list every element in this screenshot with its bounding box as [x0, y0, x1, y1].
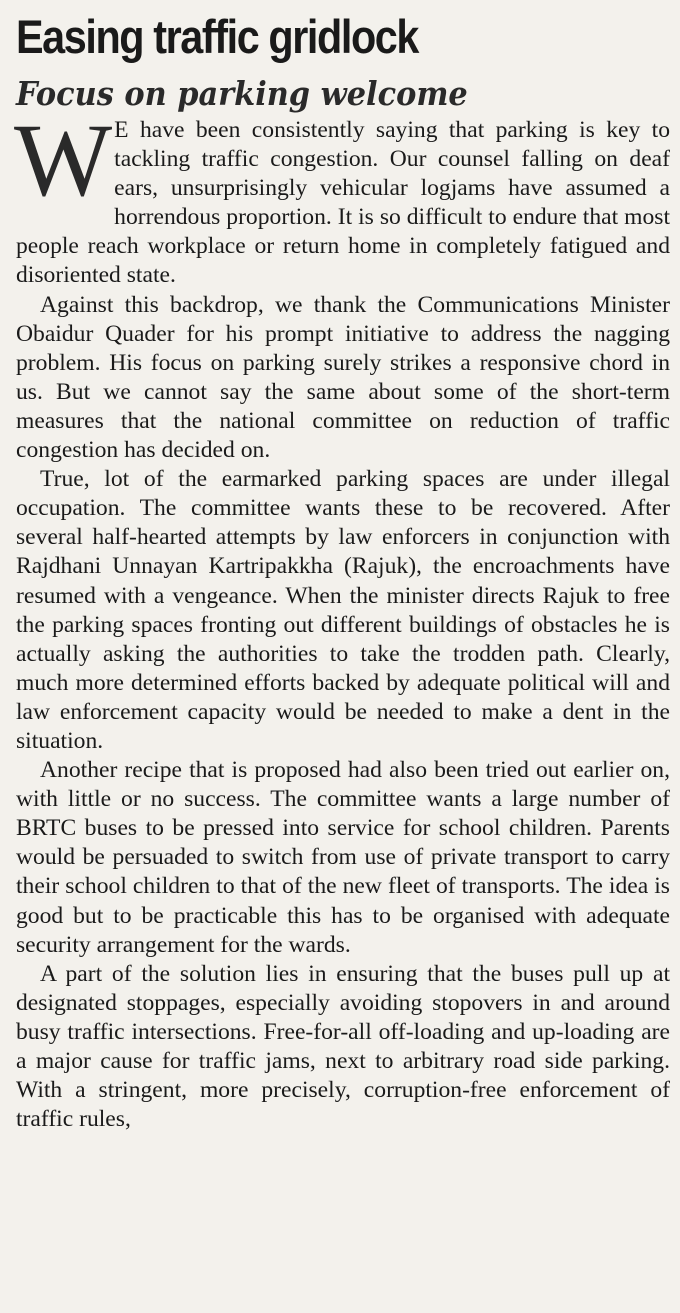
headline: Easing traffic gridlock — [16, 10, 419, 63]
subheadline: Focus on parking welcome — [16, 74, 468, 113]
paragraph-5: A part of the solution lies in ensuring that the buses pull up at designated stoppages, especially avoiding stopovers in and around busy traffic intersections. Free-for-all off-loading and up-loading are a major cause for traffic jams, next to arbitrary road side parking. With a stringent, more precisely, corruption-free enforcement of traffic rules, — [16, 960, 670, 1133]
paragraph-4: Another recipe that is proposed had also been tried out earlier on, with little or no success. The committee wants a large number of BRTC buses to be pressed into service for school children. Parents would be persuaded to switch from use of private transport to carry their school children to that of the new fleet of transports. The idea is good but to be practicable this has to be organised with adequate security arrangement for the wards. — [16, 757, 670, 958]
paragraph-1 — [14, 103, 670, 291]
paragraph-2: Against this backdrop, we thank the Communications Minister Obaidur Quader for his prompt initiative to address the nagging problem. His focus on parking surely strikes a responsive chord in us. But we cannot say the same about some of the short-term measures that the national committee on reduction of traffic congestion has decided on. — [16, 291, 670, 464]
drop-cap: W — [14, 103, 109, 218]
article-body — [14, 103, 670, 1134]
paragraph-1-text: E have been consistently saying that parking is key to tackling traffic congestion. Our counsel falling on deaf ears, unsurprisingly vehicular logjams have assumed a horrendous proportion. It is so difficult to endure that most people reach workplace or return home in completely fatigued and disoriented state. — [16, 117, 670, 289]
paragraph-3: True, lot of the earmarked parking spaces are under illegal occupation. The committee wants these to be recovered. After several half-hearted attempts by law enforcers in conjunction with Rajdhani Unnayan Kartripakkha (Rajuk), the encroachments have resumed with a vengeance. When the minister directs Rajuk to free the parking spaces fronting out different buildings of obstacles he is actually asking the authorities to take the trodden path. Clearly, much more determined efforts backed by adequate political will and law enforcement capacity would be needed to make a dent in the situation. — [16, 466, 670, 754]
